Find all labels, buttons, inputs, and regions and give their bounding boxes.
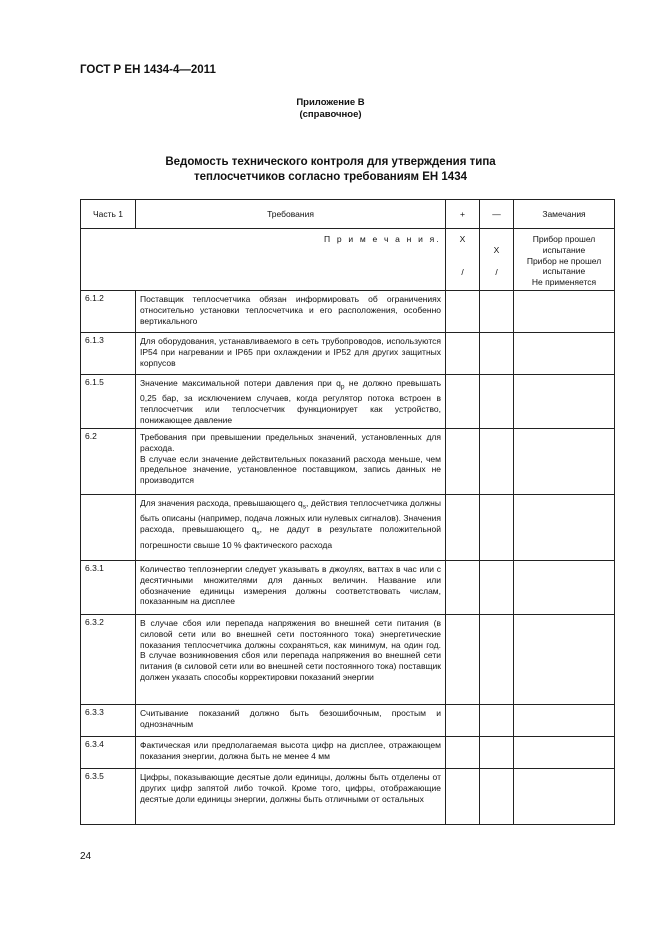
notes-plus-slash: / xyxy=(461,266,464,277)
notes-minus-mark: X xyxy=(493,245,500,255)
table-row xyxy=(81,428,615,494)
row-remarks-cell[interactable] xyxy=(514,374,615,428)
annex-title: Приложение В xyxy=(296,97,365,108)
notes-plus-mark: X xyxy=(459,234,466,244)
document-title-line-2: теплосчетчиков согласно требованиям ЕН 1434 xyxy=(193,171,467,183)
row-plus-cell[interactable] xyxy=(446,374,480,428)
column-header-plus: + xyxy=(446,200,480,229)
row-requirement: В случае сбоя или перепада напряжения во внешней сети питания (в силовой сети или во внешней сети постоянного тока) энергетические показания теплосчетчика должны сохраняться, как минимум, на один год. В случае возникновения сбоя или перепада напряжения во внешней сети питания (в силовой сети или во внешней сети постоянного тока) поставщик должен указать способы корректировки показаний энергии xyxy=(136,614,446,704)
notes-label: П р и м е ч а н и я. xyxy=(81,229,446,291)
table-row xyxy=(81,560,615,614)
row-minus-cell[interactable] xyxy=(480,428,514,494)
row-plus-cell[interactable] xyxy=(446,428,480,494)
row-remarks-cell[interactable] xyxy=(514,290,615,332)
row-part-number: 6.1.5 xyxy=(81,374,136,428)
annex-heading xyxy=(0,97,661,121)
row-minus-cell[interactable] xyxy=(480,768,514,824)
row-plus-cell[interactable] xyxy=(446,332,480,374)
row-plus-cell[interactable] xyxy=(446,768,480,824)
remark-failed: Прибор не прошел испытание xyxy=(526,255,602,277)
row-part-number: 6.1.2 xyxy=(81,290,136,332)
notes-minus-slash: / xyxy=(495,266,498,277)
row-requirement: Цифры, показывающие десятые доли единицы, должны быть отделены от других цифр запятой либо точкой. Кроме того, цифры, отображающие десятые доли единицы энергии, должны быть отличными от остальных xyxy=(136,768,446,824)
document-title-line-1: Ведомость технического контроля для утверждения типа xyxy=(165,156,496,168)
row-minus-cell[interactable] xyxy=(480,704,514,736)
row-part-number: 6.3.2 xyxy=(81,614,136,704)
row-requirement: Количество теплоэнергии следует указывать в джоулях, ваттах в час или с десятичными множителями для данных величин. Название или обозначение единицы измерения должны соответствовать числам, показанным на дисплее xyxy=(136,560,446,614)
row-plus-cell[interactable] xyxy=(446,614,480,704)
notes-minus-cell xyxy=(480,229,514,291)
row-plus-cell[interactable] xyxy=(446,704,480,736)
document-title xyxy=(0,155,661,185)
row-remarks-cell[interactable] xyxy=(514,704,615,736)
row-part-number: 6.3.5 xyxy=(81,768,136,824)
table-header-row xyxy=(81,200,615,229)
row-remarks-cell[interactable] xyxy=(514,614,615,704)
column-header-remarks: Замечания xyxy=(514,200,615,229)
table-row xyxy=(81,768,615,824)
inspection-table xyxy=(80,199,615,825)
remark-passed: Прибор прошел испытание xyxy=(532,234,596,255)
row-remarks-cell[interactable] xyxy=(514,560,615,614)
notes-remarks-cell xyxy=(514,229,615,291)
row-part-number: 6.3.3 xyxy=(81,704,136,736)
annex-subtitle: (справочное) xyxy=(299,109,362,120)
notes-row xyxy=(81,229,615,291)
row-requirement: Поставщик теплосчетчика обязан информировать об ограничениях относительно установки теплосчетчика и его расположения, особенно вертикального xyxy=(136,290,446,332)
table-row xyxy=(81,494,615,560)
table-row xyxy=(81,736,615,768)
row-minus-cell[interactable] xyxy=(480,494,514,560)
row-minus-cell[interactable] xyxy=(480,736,514,768)
row-plus-cell[interactable] xyxy=(446,736,480,768)
row-minus-cell[interactable] xyxy=(480,332,514,374)
row-remarks-cell[interactable] xyxy=(514,428,615,494)
page-number: 24 xyxy=(80,851,92,862)
row-requirement: Для значения расхода, превышающего $q_s$, действия теплосчетчика должны быть описаны (например, подача ложных или нулевых сигналов). Значения расхода, превышающего $q_s$, не дадут в результате положительной погрешности свыше 10 % фактического расхода xyxy=(136,494,446,560)
table-row xyxy=(81,374,615,428)
column-header-minus: — xyxy=(480,200,514,229)
row-part-number xyxy=(81,494,136,560)
table-row xyxy=(81,290,615,332)
row-remarks-cell[interactable] xyxy=(514,332,615,374)
column-header-part: Часть 1 xyxy=(81,200,136,229)
row-requirement: Считывание показаний должно быть безошибочным, простым и однозначным xyxy=(136,704,446,736)
row-requirement: Для оборудования, устанавливаемого в сеть трубопроводов, используются IP54 при нагревании и IP65 при охлаждении и IP52 для других защитных корпусов xyxy=(136,332,446,374)
row-part-number: 6.2 xyxy=(81,428,136,494)
row-remarks-cell[interactable] xyxy=(514,494,615,560)
row-plus-cell[interactable] xyxy=(446,560,480,614)
column-header-requirements: Требования xyxy=(136,200,446,229)
row-minus-cell[interactable] xyxy=(480,560,514,614)
row-remarks-cell[interactable] xyxy=(514,736,615,768)
standard-designation: ГОСТ Р ЕН 1434-4—2011 xyxy=(80,64,216,76)
row-plus-cell[interactable] xyxy=(446,494,480,560)
table-row xyxy=(81,614,615,704)
row-requirement: Значение максимальной потери давления при $q_p$ не должно превышать 0,25 бар, за исключением случаев, когда регулятор потока встроен в теплосчетчик или теплосчетчик функционирует как устройство, понижающее давление xyxy=(136,374,446,428)
notes-plus-cell xyxy=(446,229,480,291)
row-minus-cell[interactable] xyxy=(480,374,514,428)
remark-not-applicable: Не применяется xyxy=(531,277,597,288)
row-minus-cell[interactable] xyxy=(480,290,514,332)
row-part-number: 6.3.4 xyxy=(81,736,136,768)
row-part-number: 6.3.1 xyxy=(81,560,136,614)
table-row xyxy=(81,332,615,374)
row-plus-cell[interactable] xyxy=(446,290,480,332)
table-row xyxy=(81,704,615,736)
row-requirement: Фактическая или предполагаемая высота цифр на дисплее, отражающем показания энергии, должна быть не менее 4 мм xyxy=(136,736,446,768)
row-remarks-cell[interactable] xyxy=(514,768,615,824)
row-requirement: Требования при превышении предельных значений, установленных для расхода. В случае если значение действительных показаний расхода меньше, чем предельное значение, установленное поставщиком, запись данных не производится xyxy=(136,428,446,494)
row-part-number: 6.1.3 xyxy=(81,332,136,374)
row-minus-cell[interactable] xyxy=(480,614,514,704)
